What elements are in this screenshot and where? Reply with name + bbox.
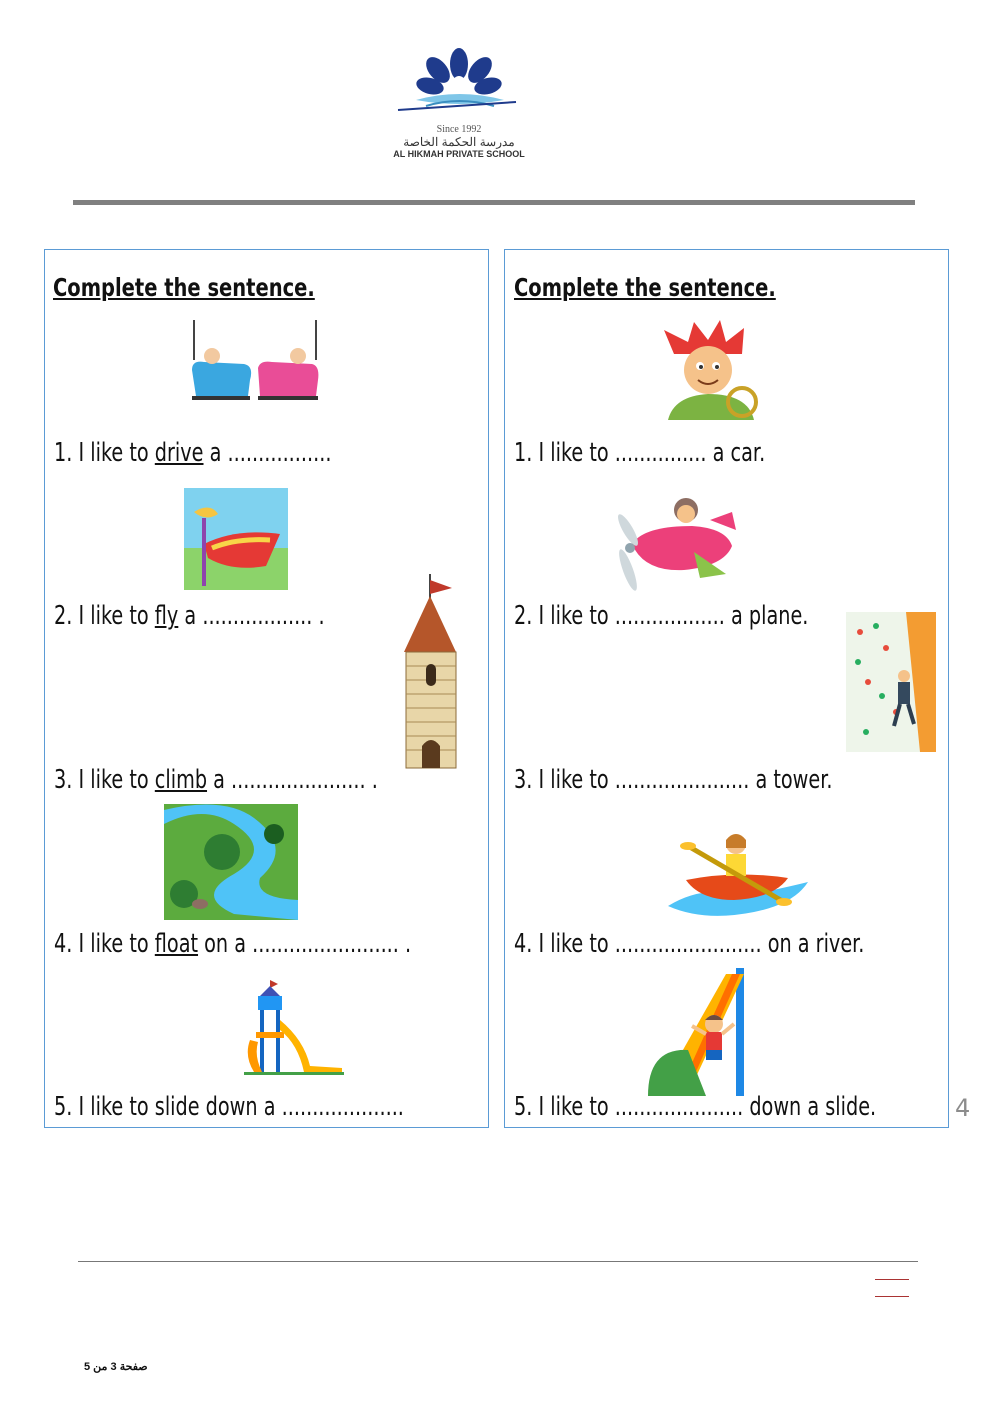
page-number: 4 xyxy=(955,1094,971,1122)
since-text: Since 1992 xyxy=(436,124,482,135)
right-sentence-3: 3. I like to ...................... a tower. xyxy=(514,765,833,795)
left-sentence-5: 5. I like to slide down a .................... xyxy=(54,1092,404,1122)
boy-on-slide-picture xyxy=(648,968,758,1098)
left-heading: Complete the sentence. xyxy=(53,273,315,302)
left-sentence-4: 4. I like to float on a ........................ . xyxy=(54,929,412,959)
left-sentence-1: 1. I like to drive a ................. xyxy=(54,438,332,468)
tower-picture xyxy=(400,574,470,770)
right-heading: Complete the sentence. xyxy=(514,273,776,302)
kayak-picture xyxy=(664,826,810,922)
plane-picture xyxy=(614,490,744,602)
left-sentence-3: 3. I like to climb a ...................... . xyxy=(54,765,378,795)
right-sentence-4: 4. I like to ........................ on a river. xyxy=(514,929,865,959)
river-park-picture xyxy=(164,804,298,920)
school-arabic-name: مدرسة الحكمة الخاصة xyxy=(403,135,515,149)
right-sentence-5: 5. I like to ..................... down a slide. xyxy=(514,1092,877,1122)
boat-picture xyxy=(184,488,288,590)
right-sentence-2: 2. I like to .................. a plane. xyxy=(514,601,809,631)
footer-red-line-top xyxy=(875,1279,909,1280)
bumper-cars-picture xyxy=(188,320,322,404)
header-rule xyxy=(73,200,915,205)
school-logo xyxy=(386,44,532,164)
school-english-name: AL HIKMAH PRIVATE SCHOOL xyxy=(393,149,525,159)
slide-picture xyxy=(244,980,344,1076)
left-sentence-2: 2. I like to fly a .................. . xyxy=(54,601,325,631)
boy-driving-picture xyxy=(654,320,784,422)
footer-page-indicator: صفحة 3 من 5 xyxy=(84,1361,148,1373)
right-sentence-1: 1. I like to ............... a car. xyxy=(514,438,766,468)
climbing-wall-picture xyxy=(846,612,936,752)
footer-rule xyxy=(78,1261,918,1262)
footer-red-line-bottom xyxy=(875,1296,909,1297)
